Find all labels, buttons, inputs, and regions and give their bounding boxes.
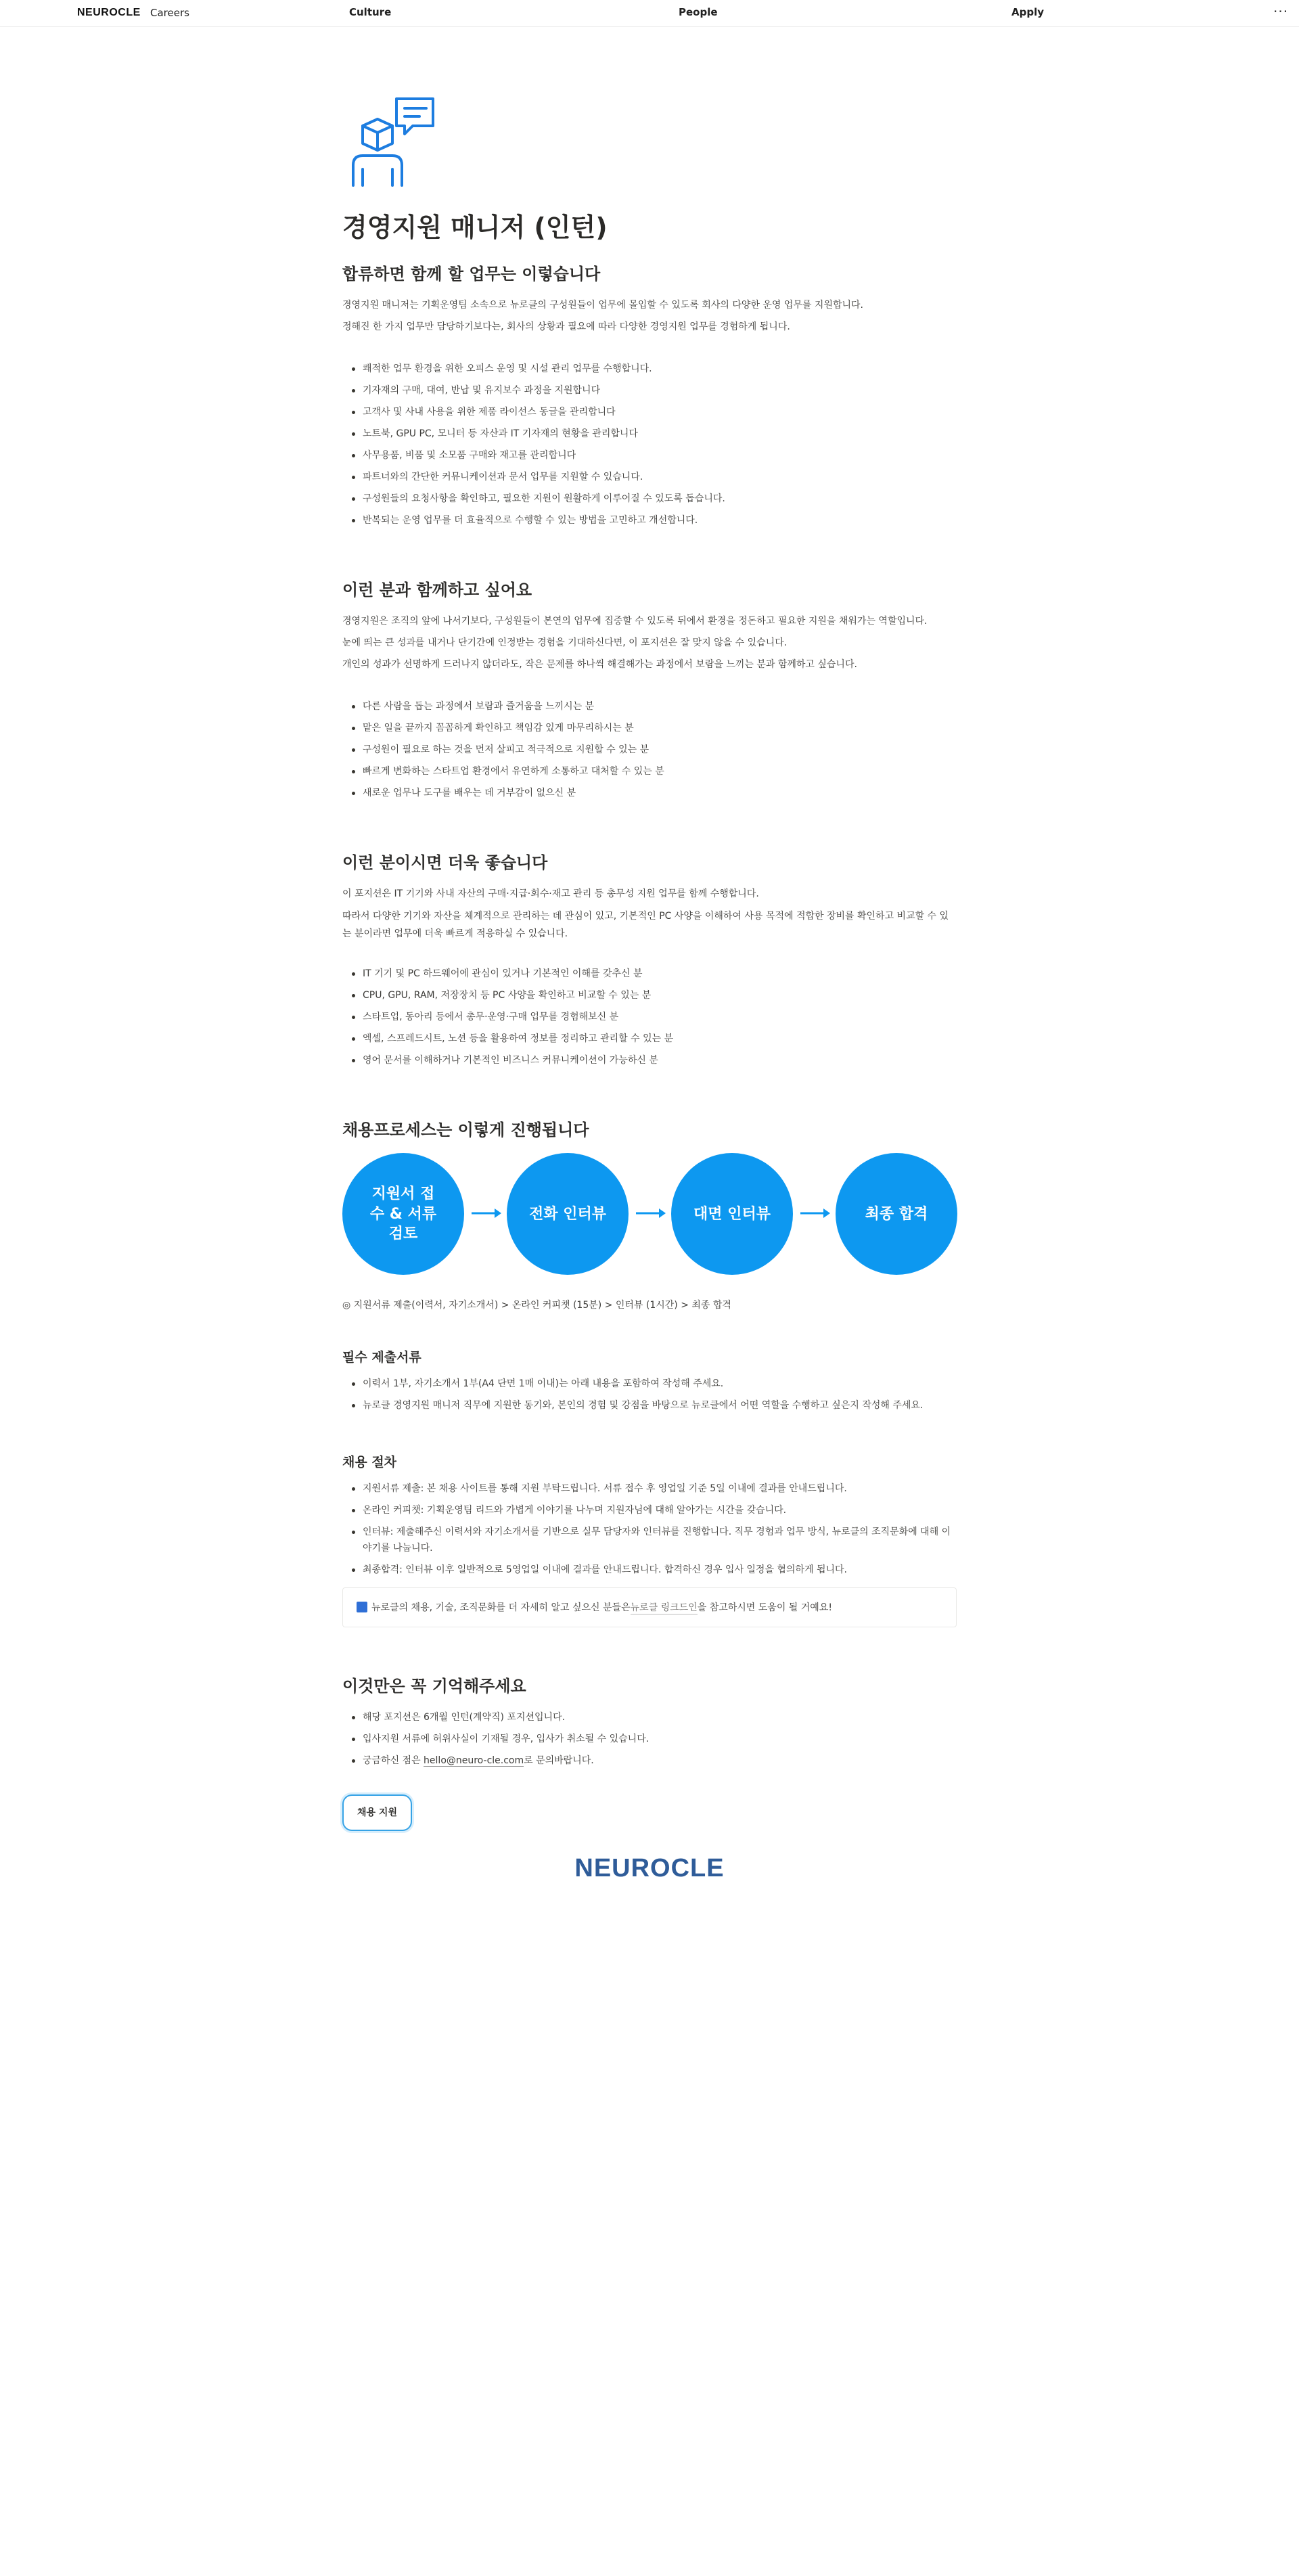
process-step-label: 대면 인터뷰 (693, 1205, 771, 1223)
ideal-candidate-list (350, 696, 957, 804)
list-item: 온라인 커피챗: 기획운영팀 리드와 가볍게 이야기를 나누며 지원자님에 대해 알아가는 시간을 갖습니다. (350, 1499, 957, 1521)
list-item: 구성원이 필요로 하는 것을 먼저 살피고 적극적으로 지원할 수 있는 분 (350, 739, 957, 761)
apply-button[interactable]: 채용 지원 (342, 1794, 412, 1831)
linkedin-link[interactable]: 뉴로클 링크드인 (631, 1600, 698, 1614)
process-step-label: 전화 인터뷰 (529, 1205, 606, 1223)
list-item: 빠르게 변화하는 스타트업 환경에서 유연하게 소통하고 대처할 수 있는 분 (350, 761, 957, 782)
linkedin-callout (342, 1587, 957, 1627)
process-path-summary: ◎ 지원서류 제출(이력서, 자기소개서) > 온라인 커피챗 (15분) > 인터뷰 (1시간) > 최종 합격 (342, 1300, 731, 1311)
section-ideal-candidate-heading: 이런 분과 함께하고 싶어요 (342, 580, 532, 600)
process-step-1 (342, 1153, 464, 1275)
list-item: 엑셀, 스프레드시트, 노션 등을 활용하여 정보를 정리하고 관리할 수 있는 분 (350, 1028, 957, 1049)
list-item: 입사지원 서류에 허위사실이 기재될 경우, 입사가 취소될 수 있습니다. (350, 1728, 957, 1750)
list-item: 노트북, GPU PC, 모니터 등 자산과 IT 기자재의 현황을 관리합니다 (350, 423, 957, 445)
process-step-label: 최종 합격 (865, 1205, 928, 1223)
hiring-steps-heading: 채용 절차 (342, 1455, 397, 1470)
section-preferred-paragraph: 따라서 다양한 기기와 자산을 체계적으로 관리하는 데 관심이 있고, 기본적인 PC 사양을 이해하여 사용 목적에 적합한 장비를 확인하고 비교할 수 있는 분이라면 업무에 더욱 빠르게 적응하실 수 있습니다. (342, 911, 949, 940)
list-item: 반복되는 운영 업무를 더 효율적으로 수행할 수 있는 방법을 고민하고 개선합니다. (350, 510, 957, 531)
list-item: 쾌적한 업무 환경을 위한 오피스 운영 및 시설 관리 업무를 수행합니다. (350, 358, 957, 380)
list-item: 인터뷰: 제출해주신 이력서와 자기소개서를 기반으로 실무 담당자와 인터뷰를 진행합니다. 직무 경험과 업무 방식, 뉴로클의 조직문화에 대해 이야기를 나눕니다. (350, 1521, 957, 1559)
list-item: 파트너와의 간단한 커뮤니케이션과 문서 업무를 지원할 수 있습니다. (350, 466, 957, 488)
section-preferred-heading: 이런 분이시면 더욱 좋습니다 (342, 853, 548, 872)
contact-email-link[interactable]: hello@neuro-cle.com (424, 1755, 524, 1766)
neurocle-logo[interactable]: NEUROCLE (77, 7, 141, 18)
careers-label[interactable]: Careers (150, 7, 189, 19)
list-item: 사무용품, 비품 및 소모품 구매와 재고를 관리합니다 (350, 445, 957, 466)
list-item: CPU, GPU, RAM, 저장장치 등 PC 사양을 확인하고 비교할 수 있는 분 (350, 985, 957, 1006)
list-item (350, 1750, 957, 1771)
section-process-heading: 채용프로세스는 이렇게 진행됩니다 (342, 1121, 589, 1140)
list-item: 지원서류 제출: 본 채용 사이트를 통해 지원 부탁드립니다. 서류 접수 후 영업일 기준 5일 이내에 결과를 안내드립니다. (350, 1478, 957, 1499)
manager-speech-bubble-icon (342, 95, 437, 187)
process-step-4 (836, 1153, 957, 1275)
list-item: 새로운 업무나 도구를 배우는 데 거부감이 없으신 분 (350, 782, 957, 804)
contact-text: 궁금하신 점은 (363, 1755, 424, 1766)
required-documents-list (350, 1373, 957, 1416)
list-item: 뉴로클 경영지원 매니저 직무에 지원한 동기와, 본인의 경험 및 강점을 바탕으로 뉴로클에서 어떤 역할을 수행하고 싶은지 작성해 주세요. (350, 1395, 957, 1416)
more-menu-icon[interactable]: ··· (1273, 3, 1289, 20)
callout-text-end: 을 참고하시면 도움이 될 거예요! (697, 1602, 832, 1614)
section-ideal-candidate-paragraph: 개인의 성과가 선명하게 드러나지 않더라도, 작은 문제를 하나씩 해결해가는 과정에서 보람을 느끼는 분과 함께하고 싶습니다. (342, 658, 857, 670)
hiring-process-diagram (342, 1153, 957, 1275)
top-navigation-bar (0, 0, 1299, 27)
callout-text: 뉴로클의 채용, 기술, 조직문화를 더 자세히 알고 싶으신 분들은 (371, 1602, 631, 1614)
section-duties-heading: 합류하면 함께 할 업무는 이렇습니다 (342, 264, 601, 284)
arrow-right-icon (470, 1206, 504, 1220)
list-item: 구성원들의 요청사항을 확인하고, 필요한 지원이 원활하게 이루어질 수 있도록 돕습니다. (350, 488, 957, 510)
nav-culture[interactable]: Culture (349, 6, 392, 18)
list-item: 맡은 일을 끝까지 꼼꼼하게 확인하고 책임감 있게 마무리하시는 분 (350, 717, 957, 739)
nav-apply[interactable]: Apply (1011, 6, 1045, 18)
process-step-2 (507, 1153, 629, 1275)
blue-square-icon (357, 1602, 367, 1612)
list-item: 기자재의 구매, 대여, 반납 및 유지보수 과정을 지원합니다 (350, 380, 957, 401)
nav-people[interactable]: People (679, 6, 718, 18)
preferred-list (350, 963, 957, 1071)
list-item: 이력서 1부, 자기소개서 1부(A4 단면 1매 이내)는 아래 내용을 포함하여 작성해 주세요. (350, 1373, 957, 1395)
section-ideal-candidate-paragraph: 눈에 띄는 큰 성과를 내거나 단기간에 인정받는 경험을 기대하신다면, 이 포지션은 잘 맞지 않을 수 있습니다. (342, 637, 788, 648)
remember-list (350, 1707, 957, 1771)
page-title: 경영지원 매니저 (인턴) (342, 212, 608, 242)
section-duties-paragraph: 정해진 한 가지 업무만 담당하기보다는, 회사의 상황과 필요에 따라 다양한 경영지원 업무를 경험하게 됩니다. (342, 321, 790, 332)
arrow-right-icon (635, 1206, 668, 1220)
job-posting-content (342, 95, 957, 1831)
list-item: 해당 포지션은 6개월 인턴(계약직) 포지션입니다. (350, 1707, 957, 1728)
list-item: 스타트업, 동아리 등에서 총무·운영·구매 업무를 경험해보신 분 (350, 1006, 957, 1028)
section-ideal-candidate-paragraph: 경영지원은 조직의 앞에 나서기보다, 구성원들이 본연의 업무에 집중할 수 있도록 뒤에서 환경을 정돈하고 필요한 지원을 채워가는 역할입니다. (342, 615, 928, 627)
section-duties-paragraph: 경영지원 매니저는 기획운영팀 소속으로 뉴로클의 구성원들이 업무에 몰입할 수 있도록 회사의 다양한 운영 업무를 지원합니다. (342, 299, 863, 311)
arrow-right-icon (799, 1206, 833, 1220)
remember-heading: 이것만은 꼭 기억해주세요 (342, 1676, 526, 1696)
contact-text-end: 로 문의바랍니다. (524, 1755, 594, 1766)
list-item: IT 기기 및 PC 하드웨어에 관심이 있거나 기본적인 이해를 갖추신 분 (350, 963, 957, 985)
list-item: 영어 문서를 이해하거나 기본적인 비즈니스 커뮤니케이션이 가능하신 분 (350, 1049, 957, 1071)
list-item: 다른 사람을 돕는 과정에서 보람과 즐거움을 느끼시는 분 (350, 696, 957, 717)
process-step-3 (671, 1153, 793, 1275)
hiring-steps-list (350, 1478, 957, 1581)
required-documents-heading: 필수 제출서류 (342, 1350, 421, 1365)
footer-neurocle-logo: NEUROCLE (574, 1854, 725, 1882)
process-step-label: 지원서 접수 & 서류 검토 (369, 1185, 437, 1243)
list-item: 고객사 및 사내 사용을 위한 제품 라이선스 동글을 관리합니다 (350, 401, 957, 423)
list-item: 최종합격: 인터뷰 이후 일반적으로 5영업일 이내에 결과를 안내드립니다. 합격하신 경우 입사 일정을 협의하게 됩니다. (350, 1559, 957, 1581)
duties-list (350, 358, 957, 531)
section-preferred-paragraph: 이 포지션은 IT 기기와 사내 자산의 구매·지급·회수·재고 관리 등 총무성 지원 업무를 함께 수행합니다. (342, 888, 759, 900)
